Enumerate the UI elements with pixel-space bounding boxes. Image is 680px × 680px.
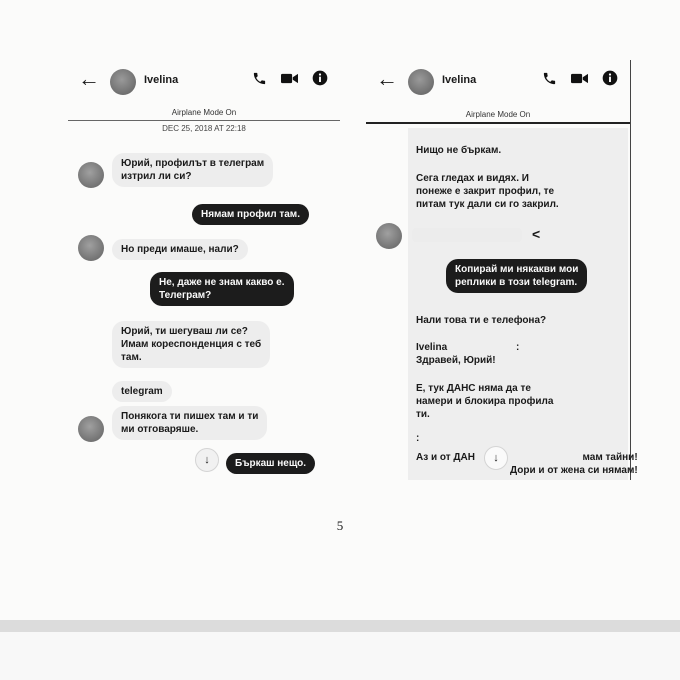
message-in: Нищо не бъркам. [416, 145, 502, 156]
message-in: Но преди имаше, нали? [112, 239, 248, 260]
header-actions [542, 70, 618, 86]
avatar [78, 416, 104, 442]
back-arrow-icon[interactable]: ← [376, 66, 398, 91]
message-in: Аз и от ДАН [416, 452, 475, 463]
airplane-mode-label: Airplane Mode On [171, 108, 237, 117]
message-in: Е, тук ДАНС няма да те намери и блокира профила ти. [416, 383, 554, 420]
page-edge-bar [0, 620, 680, 632]
chat-header [366, 60, 630, 108]
avatar [110, 69, 136, 95]
avatar [376, 223, 402, 249]
avatar [78, 162, 104, 188]
message-in: Понякога ти пишех там и ти ми отговаряше. [112, 406, 267, 440]
message-in: Ivelina Здравей, Юрий! [416, 342, 496, 366]
right-chat-screenshot [366, 60, 638, 480]
message-in: telegram [112, 381, 172, 402]
airplane-mode-label: Airplane Mode On [465, 110, 531, 119]
info-icon[interactable] [602, 70, 618, 86]
share-icon[interactable]: < [532, 226, 541, 242]
message-in: мам тайни! Дори и от жена си нямам! [510, 452, 638, 476]
message-out: Не, даже не знам какво е. Телеграм? [150, 272, 294, 306]
colon-mark: : [516, 342, 520, 353]
divider [68, 120, 340, 121]
phone-icon[interactable] [542, 71, 557, 86]
message-out: Копирай ми някакви мои реплики в този telegram. [446, 259, 587, 293]
colon-mark: : [416, 433, 420, 444]
contact-name: Ivelina [144, 74, 179, 86]
chevron-down-icon[interactable]: ↓ [195, 448, 219, 472]
message-in: Юрий, ти шегуваш ли се? Имам кореспонденция с теб там. [112, 321, 270, 368]
message-in: Нали това ти е телефона? [416, 315, 547, 326]
header-actions [252, 70, 328, 86]
date-label: DEC 25, 2018 AT 22:18 [162, 124, 246, 133]
message-out: Бъркаш нещо. [226, 453, 315, 474]
left-chat-screenshot [68, 60, 340, 480]
back-arrow-icon[interactable]: ← [78, 66, 100, 91]
message-in: Юрий, профилът в телеграм изтрил ли си? [112, 153, 273, 187]
phone-icon[interactable] [252, 71, 267, 86]
chevron-down-icon[interactable]: ↓ [484, 446, 508, 470]
divider [366, 122, 630, 124]
avatar [78, 235, 104, 261]
message-in: Сега гледах и видях. И понеже е закрит профил, те питам тук дали си го закрил. [416, 173, 559, 210]
info-icon[interactable] [312, 70, 328, 86]
page-number: 5 [336, 518, 344, 533]
message-out: Нямам профил там. [192, 204, 309, 225]
video-icon[interactable] [571, 72, 588, 85]
avatar [408, 69, 434, 95]
contact-name: Ivelina [442, 74, 477, 86]
blurred-link-preview [412, 228, 522, 242]
chat-header [68, 60, 340, 108]
video-icon[interactable] [281, 72, 298, 85]
